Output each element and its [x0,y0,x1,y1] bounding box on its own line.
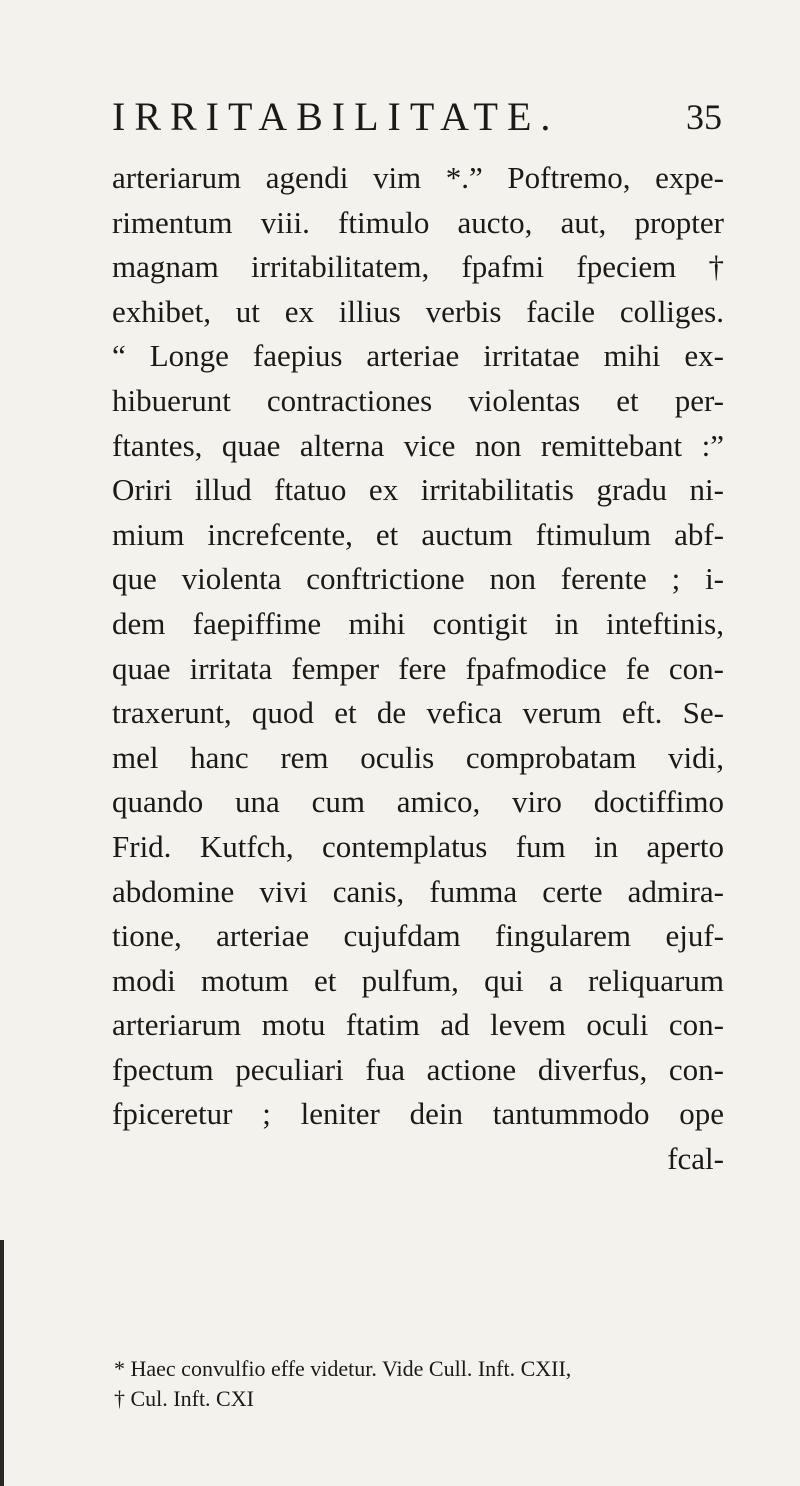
text-line: Oriri illud ftatuo ex irritabilitatis gradu ni- [112,472,724,508]
text-line: arteriarum motu ftatim ad levem oculi con- [112,1007,724,1043]
text-line: quando una cum amico, viro doctiffimo [112,784,724,820]
body-text [112,156,724,1182]
text-line: abdomine vivi canis, fumma certe admira- [112,873,724,909]
page-edge-shadow [0,1240,4,1486]
page-header [112,92,722,142]
text-line: magnam irritabilitatem, fpafmi fpeciem † [112,249,724,285]
text-line: “ Longe faepius arteriae irritatae mihi ex- [112,338,724,374]
text-line: traxerunt, quod et de vefica verum eft. Se- [112,695,724,731]
text-line: dem faepiffime mihi contigit in inteftinis, [112,605,724,641]
text-line: quae irritata femper fere fpafmodice fe con- [112,650,724,686]
text-line: que violenta conftrictione non ferente ; i- [112,561,724,597]
text-line: Frid. Kutfch, contemplatus fum in aperto [112,828,724,864]
text-line: hibuerunt contractiones violentas et per- [112,382,724,418]
text-line: rimentum viii. ftimulo aucto, aut, propter [112,204,724,240]
footnote: * Haec convulfio effe videtur. Vide Cull. Inft. CXII, [114,1356,572,1381]
text-line: exhibet, ut ex illius verbis facile colliges. [112,293,724,329]
footnote: † Cul. Inft. CXI [114,1386,254,1411]
text-line: tione, arteriae cujufdam fingularem ejuf- [112,918,724,954]
running-head: IRRITABILITATE. [112,94,560,139]
text-line: fpectum peculiari fua actione diverfus, con- [112,1051,724,1087]
text-line: fpiceretur ; leniter dein tantummodo ope [112,1096,724,1132]
catchword: fcal- [667,1141,724,1177]
text-line: mel hanc rem oculis comprobatam vidi, [112,739,724,775]
text-line: mium increfcente, et auctum ftimulum abf- [112,516,724,552]
text-line: modi motum et pulfum, qui a reliquarum [112,962,724,998]
text-line: arteriarum agendi vim *.” Poftremo, expe- [112,160,724,195]
page-number: 35 [686,97,722,137]
footnotes [114,1354,726,1414]
text-line: ftantes, quae alterna vice non remittebant :” [112,427,724,463]
